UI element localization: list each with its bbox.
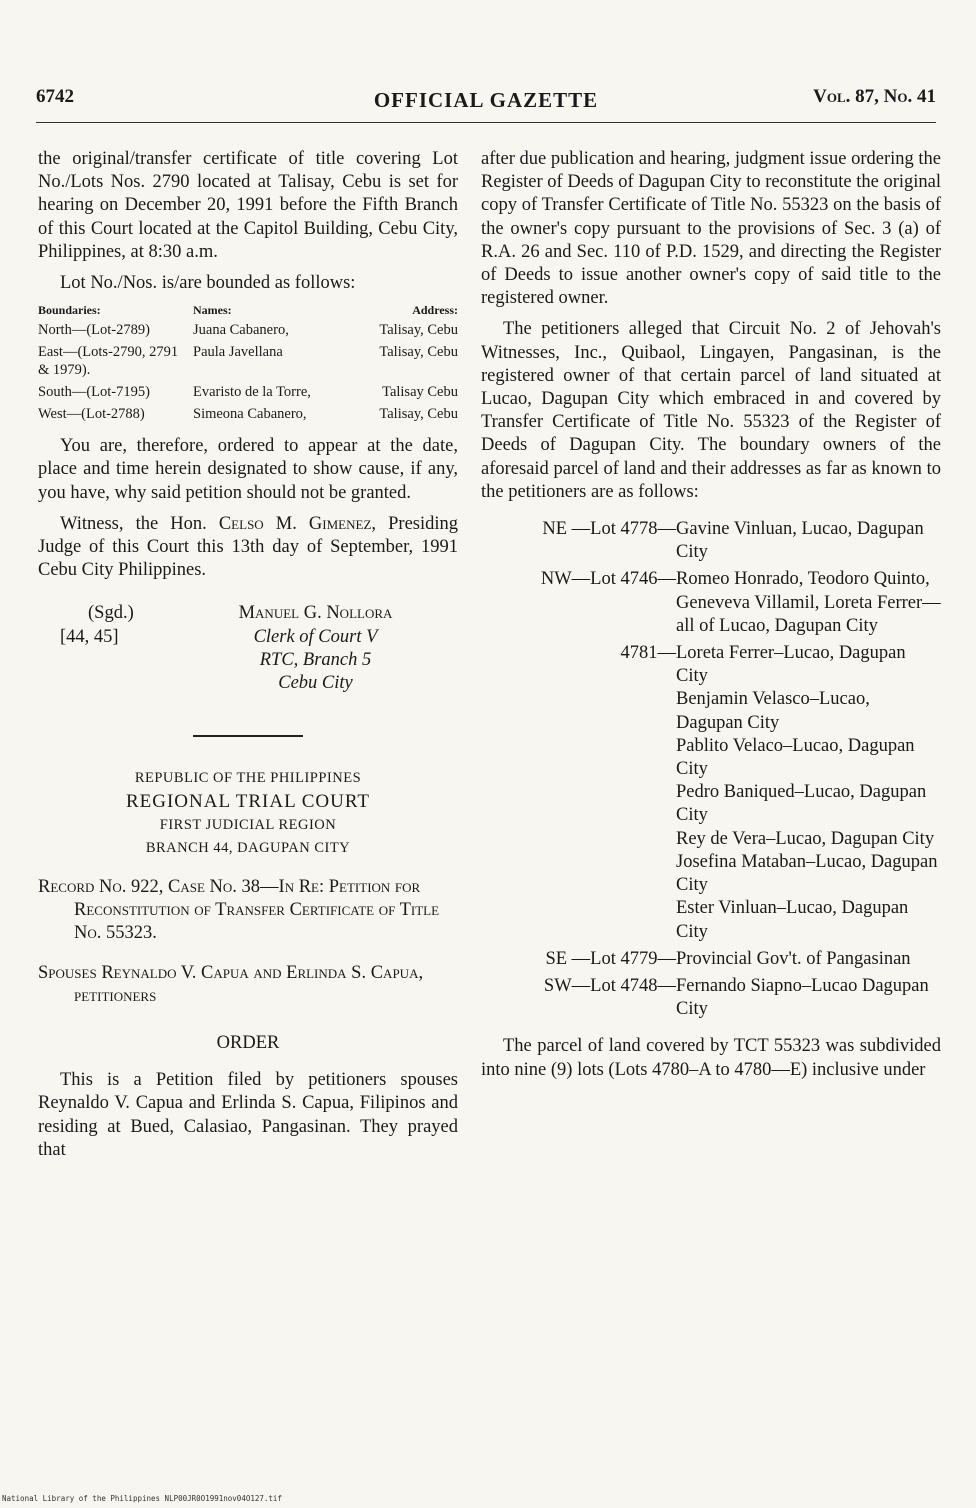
notice-heading: FIRST JUDICIAL REGION — [159, 816, 337, 833]
lot-label: 4781— — [620, 643, 676, 664]
issue-reference: [44, 45] — [60, 626, 119, 647]
owner-text: Pablito Velaco–Lucao, Dagupan City — [676, 735, 915, 780]
owner-text: Pedro Baniqued–Lucao, Dagupan City — [676, 782, 927, 826]
table-row — [38, 343, 458, 379]
boundary-cell: North—(Lot-2789) — [38, 322, 150, 339]
header-rule — [36, 122, 936, 123]
owner-text: Romeo Honrado, Teodoro Quinto, Geneveva Villamil, Loreta Ferrer—all of Lucao, Dagupan City — [676, 569, 941, 636]
paragraph: The petitioners alleged that Circuit No. 2 of Jehovah's Witnesses, Inc., Quibaol, Lingayen, Pangasinan, is the registered owner of that certain parcel of land situated at Lucao, Dagupan City which embraced in and covered by Transfer Certificate of Title No. 55323 of the Register of Deeds of Dagupan City. The boundary owners of the aforesaid parcel of land and their addresses as far as known to the petitioners are as follows: — [481, 319, 941, 502]
paragraph: after due publication and hearing, judgment issue ordering the Register of Deeds of Dagupan City to reconstitute the original copy of Transfer Certificate of Title No. 55323 on the basis of the owner's copy pursuant to the provisions of Sec. 3 (a) of R.A. 26 and Sec. 110 of P.D. 1529, and directing the Register of Deeds to issue another owner's copy of said title to the registered owner. — [481, 149, 941, 309]
notice-heading: BRANCH 44, DAGUPAN CITY — [145, 839, 351, 856]
notice-heading: REPUBLIC OF THE PHILIPPINES — [134, 770, 362, 787]
name-cell: Juana Cabanero, — [193, 322, 289, 339]
signatory-title: Clerk of Court V — [253, 626, 378, 647]
right-column — [481, 148, 941, 1090]
name-cell: Simeona Cabanero, — [193, 406, 307, 423]
list-item — [481, 568, 941, 638]
page-header — [36, 86, 936, 116]
lot-label: SE —Lot 4779— — [545, 948, 676, 969]
lot-label: NW—Lot 4746— — [540, 569, 676, 590]
section-divider — [193, 735, 303, 737]
witness-paragraph — [38, 513, 458, 583]
owner-text: Provincial Gov't. of Pangasinan — [676, 948, 911, 969]
column-header: Address: — [412, 303, 458, 318]
notice-heading: REGIONAL TRIAL COURT — [125, 791, 371, 813]
order-heading: ORDER — [216, 1033, 280, 1054]
boundary-cell: East—(Lots-2790, 2791 & 1979). — [38, 344, 179, 379]
paragraph: You are, therefore, ordered to appear at the date, place and time herein designated to show cause, if any, you have, why said petition should not be granted. — [38, 436, 458, 503]
paragraph: the original/transfer certificate of title covering Lot No./Lots Nos. 2790 located at Talisay, Cebu is set for hearing on December 20, 1991 before the Fifth Branch of this Court located at the Capitol Building, Cebu City, Philippines, at 8:30 a.m. — [38, 149, 458, 262]
name-cell: Paula Javellana — [193, 344, 283, 361]
address-cell: Talisay, Cebu — [379, 322, 458, 339]
volume-number: Vol. 87, No. 41 — [813, 86, 936, 107]
paragraph: Lot No./Nos. is/are bounded as follows: — [60, 273, 356, 294]
paragraph: The parcel of land covered by TCT 55323 was subdivided into nine (9) lots (Lots 4780–A to 4780—E) inclusive under — [481, 1036, 941, 1080]
address-cell: Talisay, Cebu — [379, 406, 458, 423]
witness-text: Witness, the Hon. — [60, 513, 207, 534]
boundary-cell: West—(Lot-2788) — [38, 406, 145, 423]
owner-text: Loreta Ferrer–Lucao, Dagupan City — [676, 643, 906, 687]
owner-text: Ester Vinluan–Lucao, Dagupan City — [676, 898, 909, 942]
petitioners-caption: Spouses Reynaldo V. Capua and Erlinda S. Capua, petitioners — [38, 962, 424, 1006]
paragraph: This is a Petition filed by petitioners spouses Reynaldo V. Capua and Erlinda S. Capua, Filipinos and residing at Bued, Calasiao, Pangasinan. They prayed that — [38, 1070, 458, 1160]
list-item — [481, 975, 941, 1021]
list-item — [481, 642, 941, 944]
owner-text: Benjamin Velasco–Lucao, Dagupan City — [676, 689, 870, 733]
address-cell: Talisay Cebu — [382, 384, 458, 401]
table-row — [38, 321, 458, 339]
owner-text: Gavine Vinluan, Lucao, Dagupan City — [676, 519, 924, 563]
owner-list — [676, 642, 941, 944]
signatory-name: Manuel G. Nollora — [238, 603, 393, 624]
owner-text: Rey de Vera–Lucao, Dagupan City — [676, 828, 935, 849]
list-item — [481, 518, 941, 564]
signed-mark: (Sgd.) — [88, 603, 134, 624]
column-header: Boundaries: — [38, 303, 101, 318]
witness-text: Presiding Judge of this Court this 13th day of September, 1991 Cebu City Philippines. — [38, 513, 459, 581]
judge-name: Celso M. Gimenez, — [218, 513, 377, 534]
left-column — [38, 148, 458, 1170]
page-number: 6742 — [36, 86, 74, 107]
signatory-title: RTC, Branch 5 — [259, 649, 372, 670]
lot-label: SW—Lot 4748— — [543, 975, 676, 996]
column-header: Names: — [193, 303, 232, 318]
owner-text: Josefina Mataban–Lucao, Dagupan City — [676, 851, 938, 896]
boundary-table-header — [38, 303, 458, 317]
scan-footer: National Library of the Philippines NLP00JR0O1991nov04O127.tif — [2, 1494, 282, 1503]
owner-text: Fernando Siapno–Lucao Dagupan City — [676, 975, 929, 1020]
table-row — [38, 405, 458, 423]
list-item — [481, 948, 941, 971]
table-row — [38, 383, 458, 401]
publication-title: OFFICIAL GAZETTE — [373, 88, 599, 112]
name-cell: Evaristo de la Torre, — [193, 384, 311, 401]
address-cell: Talisay, Cebu — [379, 344, 458, 361]
lot-label: NE —Lot 4778— — [542, 519, 676, 540]
boundary-cell: South—(Lot-7195) — [38, 384, 150, 401]
record-caption: Record No. 922, Case No. 38—In Re: Petition for Reconstitution of Transfer Certificate of Title No. 55323. — [38, 877, 440, 944]
signatory-title: Cebu City — [278, 673, 353, 694]
signature-block — [38, 602, 458, 695]
